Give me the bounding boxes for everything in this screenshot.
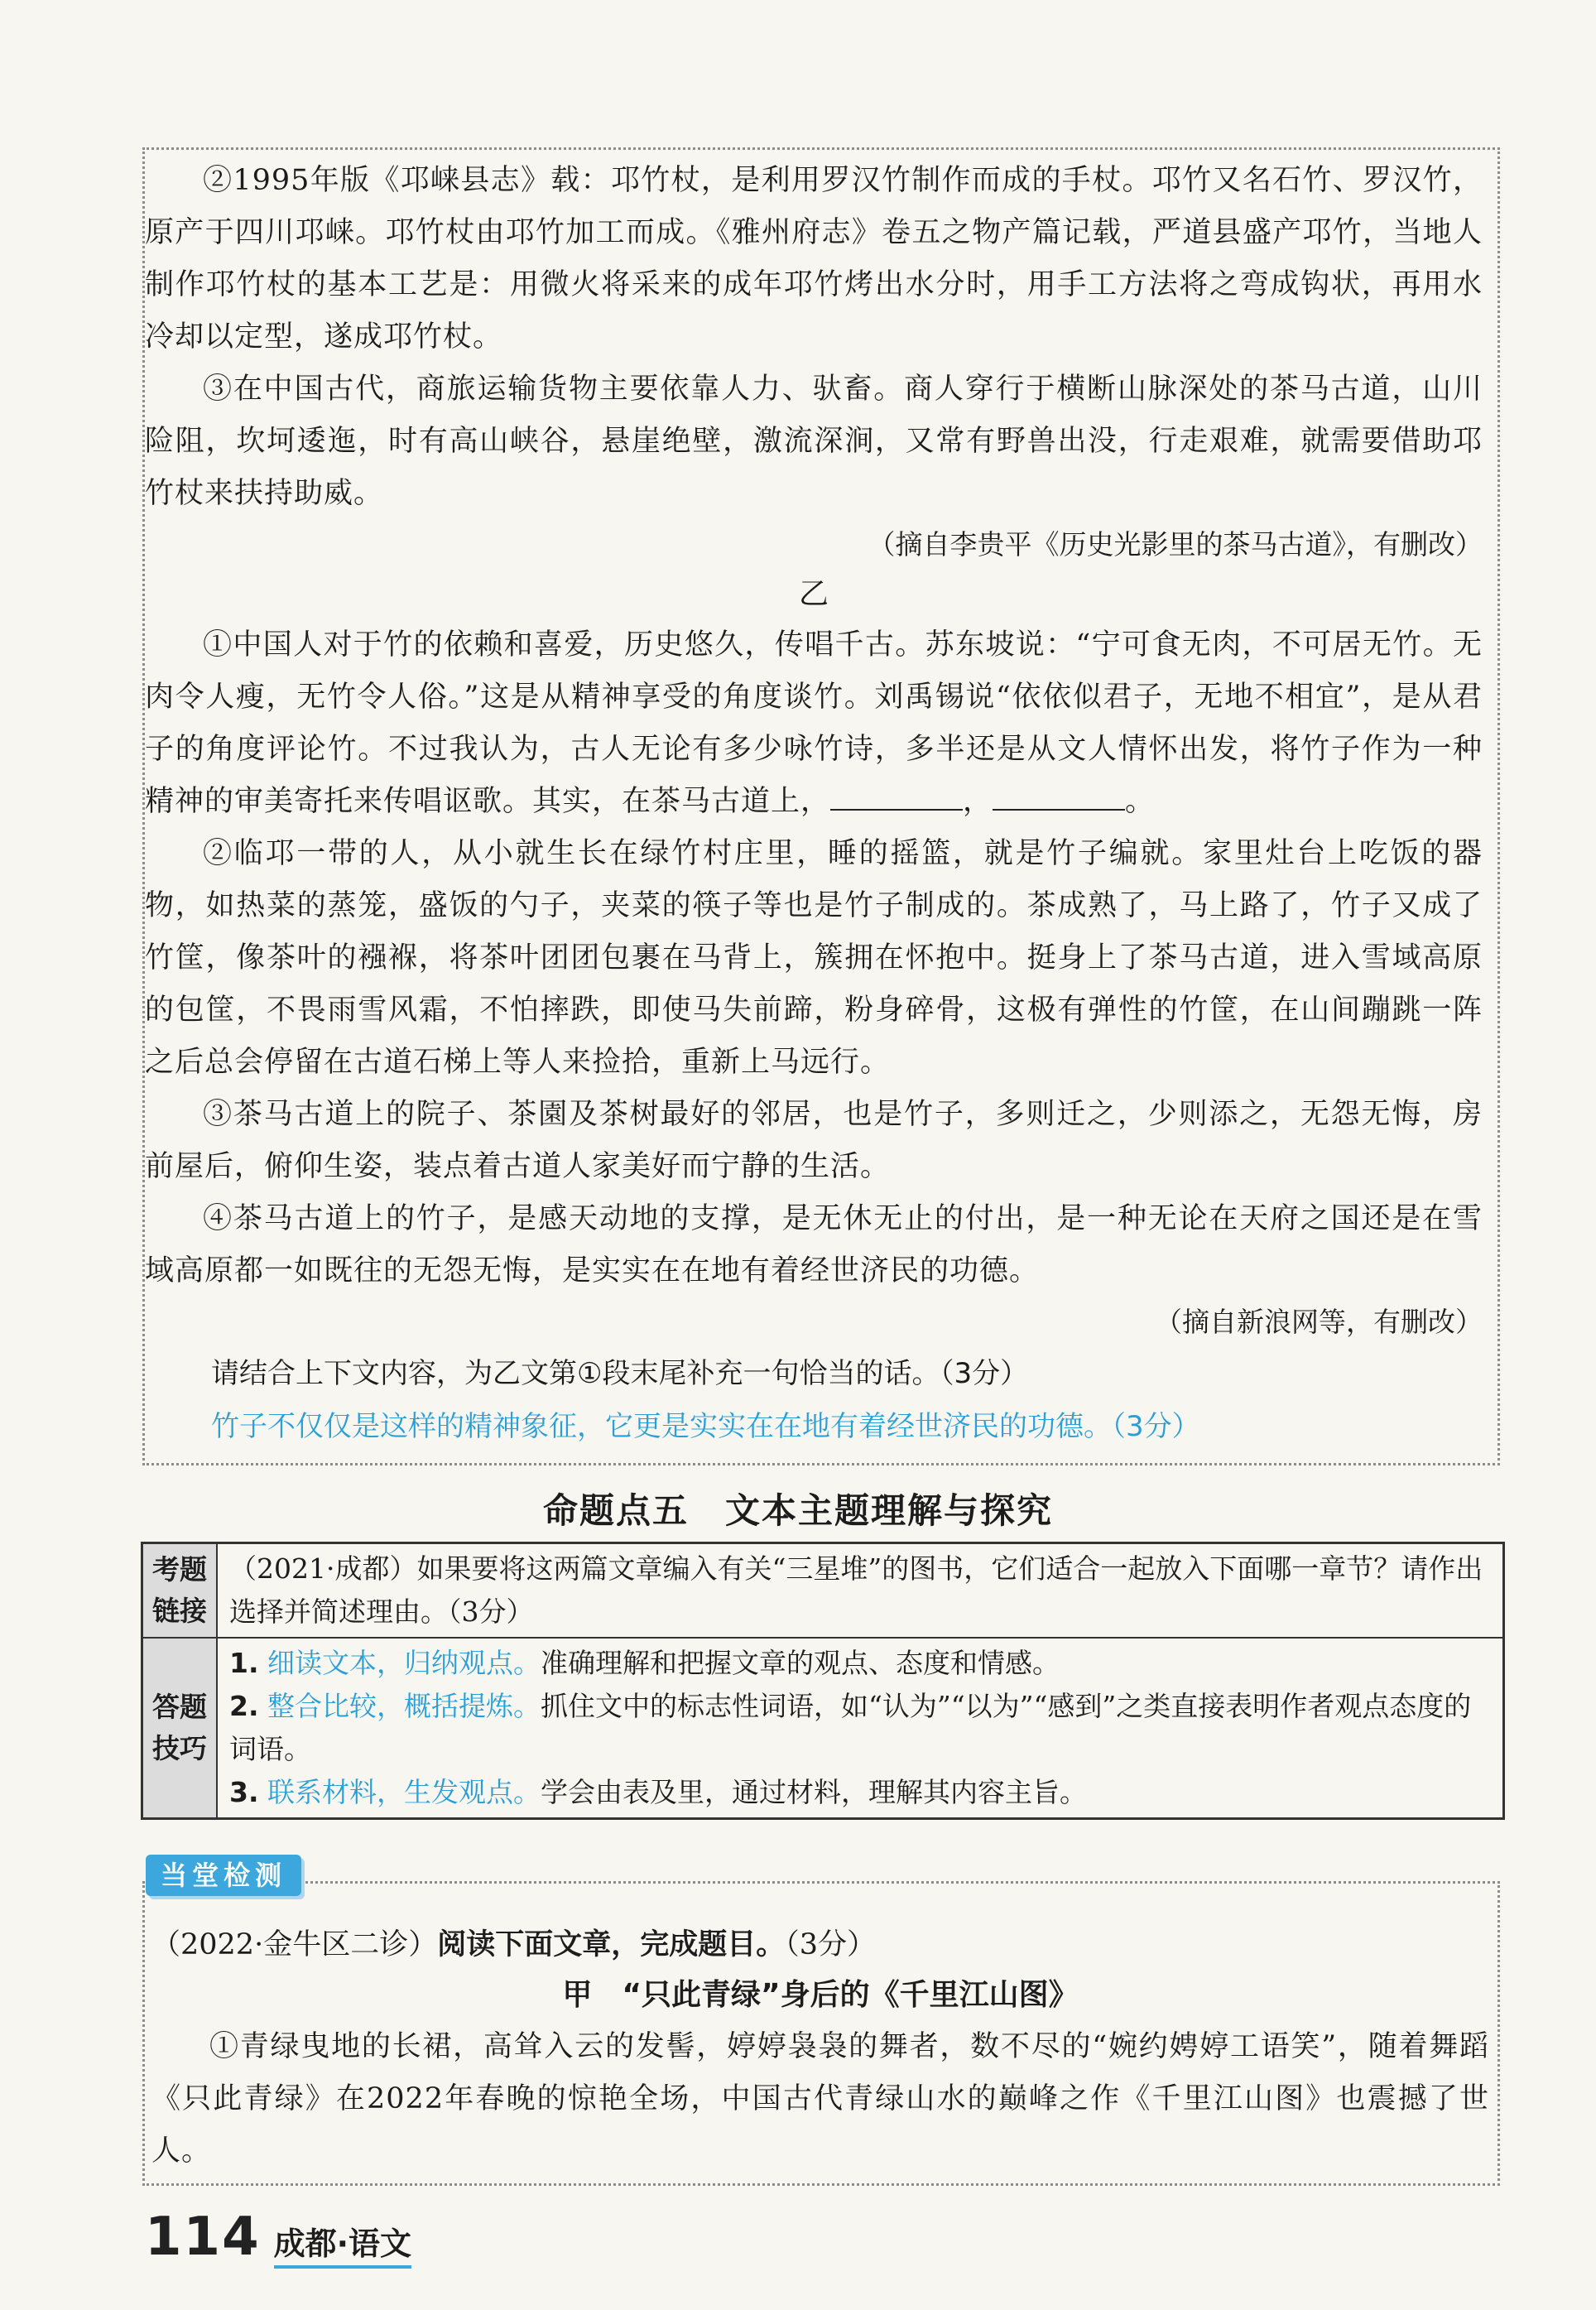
fill-blank-2[interactable] <box>993 786 1125 811</box>
tip-item <box>229 1642 1491 1685</box>
tip-text: 准确理解和把握文章的观点、态度和情感。 <box>541 1647 1060 1679</box>
prompt-source: （2022·金牛区二诊） <box>151 1928 438 1961</box>
jia-source: （摘自李贵平《历史光影里的茶马古道》，有删改） <box>868 528 1483 561</box>
yi-paragraph-3: ③茶马古道上的院子、茶園及茶树最好的邻居，也是竹子，多则迁之，少则添之，无怨无悔，房前屋后，俯仰生姿，装点着古道人家美好而宁静的生活。 <box>145 1098 1483 1183</box>
tip-number: 2. <box>229 1690 259 1722</box>
book-title: 成都·语文 <box>274 2218 411 2269</box>
section-heading: 命题点五 文本主题理解与探究 <box>542 1490 1053 1531</box>
yi-paragraph-1-text: ①中国人对于竹的依赖和喜爱，历史悠久，传唱千古。苏东坡说：“宁可食无肉，不可居无竹。无肉令人瘦，无竹令人俗。”这是从精神享受的角度谈竹。刘禹锡说“依依似君子，无地不相宜”，是从君子的角度评论竹。不过我认为，古人无论有多少咏竹诗，多半还是从文人情怀出发，将竹子作为一种精神的审美寄托来传唱讴歌。其实，在茶马古道上， <box>145 628 1483 818</box>
skill-content <box>217 1638 1504 1819</box>
fill-blank-1[interactable] <box>830 786 963 811</box>
prompt-text: 阅读下面文章，完成题目。 <box>437 1928 786 1961</box>
yi-title: 乙 <box>798 577 829 611</box>
link-label-line-2: 链接 <box>152 1595 207 1627</box>
tip-number: 1. <box>229 1647 259 1679</box>
yi-source: （摘自新浪网等，有删改） <box>1155 1306 1483 1338</box>
blank-separator: ， <box>963 785 993 818</box>
answer-text: 竹子不仅仅是这样的精神象征，它更是实实在在地有着经世济民的功德。（3分） <box>211 1410 1200 1443</box>
practice-box <box>142 1881 1500 2186</box>
tip-item <box>229 1685 1491 1771</box>
tip-key: 整合比较，概括提炼。 <box>267 1690 541 1722</box>
question-text: 请结合上下文内容，为乙文第①段末尾补充一句恰当的话。（3分） <box>211 1357 1029 1390</box>
page-footer <box>145 2207 411 2269</box>
practice-prompt <box>151 1920 1489 1970</box>
skill-label <box>142 1638 218 1819</box>
jia-paragraph-3: ③在中国古代，商旅运输货物主要依靠人力、驮畜。商人穿行于横断山脉深处的茶马古道，山川险阻，坎坷逶迤，时有高山峡谷，悬崖绝壁，激流深涧，又常有野兽出没，行走艰难，就需要借助邛竹杖来扶持助威。 <box>145 373 1483 510</box>
link-content: （2021·成都）如果要将这两篇文章编入有关“三星堆”的图书，它们适合一起放入下面哪一章节？请作出选择并简述理由。（3分） <box>217 1543 1504 1639</box>
tip-number: 3. <box>229 1776 259 1808</box>
reading-passage-box <box>142 147 1500 1465</box>
page-number: 114 <box>145 2207 261 2268</box>
link-label-line-1: 考题 <box>152 1553 207 1586</box>
yi-paragraph-1 <box>145 619 1483 828</box>
tip-item <box>229 1771 1491 1814</box>
practice-badge: 当堂检测 <box>146 1855 301 1896</box>
practice-jia-title: 甲 “只此青绿”身后的《千里江山图》 <box>562 1978 1079 2012</box>
jia-paragraph-2: ②1995年版《邛崃县志》载：邛竹杖，是利用罗汉竹制作而成的手杖。邛竹又名石竹、罗汉竹，原产于四川邛崃。邛竹杖由邛竹加工而成。《雅州府志》卷五之物产篇记载，严道县盛产邛竹，当地人制作邛竹杖的基本工艺是：用微火将采来的成年邛竹烤出水分时，用手工方法将之弯成钩状，再用水冷却以定型，遂成邛竹杖。 <box>145 164 1483 354</box>
link-label <box>142 1543 218 1639</box>
tip-key: 联系材料，生发观点。 <box>267 1776 541 1808</box>
skill-label-line-2: 技巧 <box>152 1732 207 1764</box>
paragraph-end-mark: 。 <box>1125 785 1156 818</box>
skill-label-line-1: 答题 <box>152 1691 207 1723</box>
yi-paragraph-2: ②临邛一带的人，从小就生长在绿竹村庄里，睡的摇篮，就是竹子编就。家里灶台上吃饭的器物，如热菜的蒸笼，盛饭的勺子，夹菜的筷子等也是竹子制成的。茶成熟了，马上路了，竹子又成了竹筐，像茶叶的襁褓，将茶叶团团包裹在马背上，簇拥在怀抱中。挺身上了茶马古道，进入雪域高原的包筐，不畏雨雪风霜，不怕摔跌，即使马失前蹄，粉身碎骨，这极有弹性的竹筐，在山间蹦跳一阵之后总会停留在古道石梯上等人来捡拾，重新上马远行。 <box>145 837 1483 1079</box>
practice-paragraph-1: ①青绿曳地的长裙，高耸入云的发髻，婷婷袅袅的舞者，数不尽的“婉约娉婷工语笑”，随着舞蹈《只此青绿》在2022年春晚的惊艳全场，中国古代青绿山水的巅峰之作《千里江山图》也震撼了世人。 <box>151 2030 1489 2168</box>
tip-text: 学会由表及里，通过材料，理解其内容主旨。 <box>541 1776 1087 1808</box>
tip-key: 细读文本，归纳观点。 <box>267 1647 541 1679</box>
tip-text: 抓住文中的标志性词语，如“认为”“以为”“感到”之类直接表明作者观点态度的词语。 <box>229 1690 1472 1765</box>
prompt-score: （3分） <box>785 1928 876 1961</box>
yi-paragraph-4: ④茶马古道上的竹子，是感天动地的支撑，是无休无止的付出，是一种无论在天府之国还是在雪域高原都一如既往的无怨无悔，是实实在在地有着经世济民的功德。 <box>145 1202 1483 1287</box>
tips-table <box>141 1542 1505 1820</box>
